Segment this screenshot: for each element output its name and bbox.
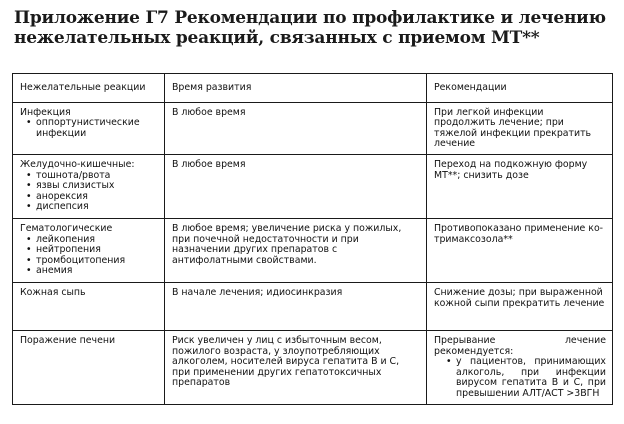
table-row xyxy=(13,218,613,282)
reaction-list xyxy=(20,235,158,277)
reaction-name: Поражение печени xyxy=(20,334,116,346)
list-item: • анемия xyxy=(30,266,158,277)
list-item: • тошнота/рвота xyxy=(30,171,158,182)
list-item: • оппортунистические инфекции xyxy=(30,118,158,139)
reaction-cell xyxy=(13,282,165,330)
reaction-name: Кожная сыпь xyxy=(20,286,86,298)
recommendation-list xyxy=(440,357,606,399)
time-cell: В любое время; увеличение риска у пожилых, при почечной недостаточности и при назначении других препаратов с антифолатными свойствами. xyxy=(165,218,427,282)
time-cell: В любое время xyxy=(165,154,427,218)
page-title xyxy=(14,8,614,48)
table-row xyxy=(13,154,613,218)
time-cell: В любое время xyxy=(165,102,427,154)
time-cell: В начале лечения; идиосинкразия xyxy=(165,282,427,330)
reaction-name: Желудочно-кишечные: xyxy=(20,158,135,170)
header-reactions: Нежелательные реакции xyxy=(13,74,165,103)
list-item: • диспепсия xyxy=(30,202,158,213)
reaction-name: Гематологические xyxy=(20,222,113,234)
table-header-row xyxy=(13,74,613,103)
header-recommendations: Рекомендации xyxy=(427,74,613,103)
title-line-1: Приложение Г7 Рекомендации по профилактике и лечению xyxy=(14,8,606,28)
recommendations-table xyxy=(12,73,613,405)
recommendation-cell: Противопоказано применение ко-тримаксозола** xyxy=(427,218,613,282)
reaction-list xyxy=(20,171,158,213)
reaction-cell xyxy=(13,218,165,282)
reaction-cell xyxy=(13,330,165,404)
recommendation-cell: Снижение дозы; при выраженной кожной сыпи прекратить лечение xyxy=(427,282,613,330)
table-row xyxy=(13,102,613,154)
list-item: • нейтропения xyxy=(30,245,158,256)
recommendation-cell: При легкой инфекции продолжить лечение; при тяжелой инфекции прекратить лечение xyxy=(427,102,613,154)
reaction-cell xyxy=(13,102,165,154)
title-line-2: нежелательных реакций, связанных с приемом МТ** xyxy=(14,28,540,48)
recommendation-cell xyxy=(427,330,613,404)
table-row xyxy=(13,282,613,330)
list-item: • лейкопения xyxy=(30,235,158,246)
recommendation-text: Прерывание лечение рекомендуется: xyxy=(434,334,606,357)
table-row xyxy=(13,330,613,404)
reaction-name: Инфекция xyxy=(20,106,71,118)
list-item: • тромбоцитопения xyxy=(30,256,158,267)
time-cell: Риск увеличен у лиц с избыточным весом, пожилого возраста, у злоупотребляющих алкоголем, носителей вируса гепатита В и С, при применении других гепатотоксичных препаратов xyxy=(165,330,427,404)
recommendation-cell: Переход на подкожную форму МТ**; снизить дозе xyxy=(427,154,613,218)
reaction-cell xyxy=(13,154,165,218)
header-time: Время развития xyxy=(165,74,427,103)
list-item: • анорексия xyxy=(30,192,158,203)
list-item: • язвы слизистых xyxy=(30,181,158,192)
list-item: • у пациентов, принимающих алкоголь, при инфекции вирусом гепатита В и С, при превышении АЛТ/АСТ >3ВГН xyxy=(450,357,606,399)
reaction-list xyxy=(20,118,158,139)
